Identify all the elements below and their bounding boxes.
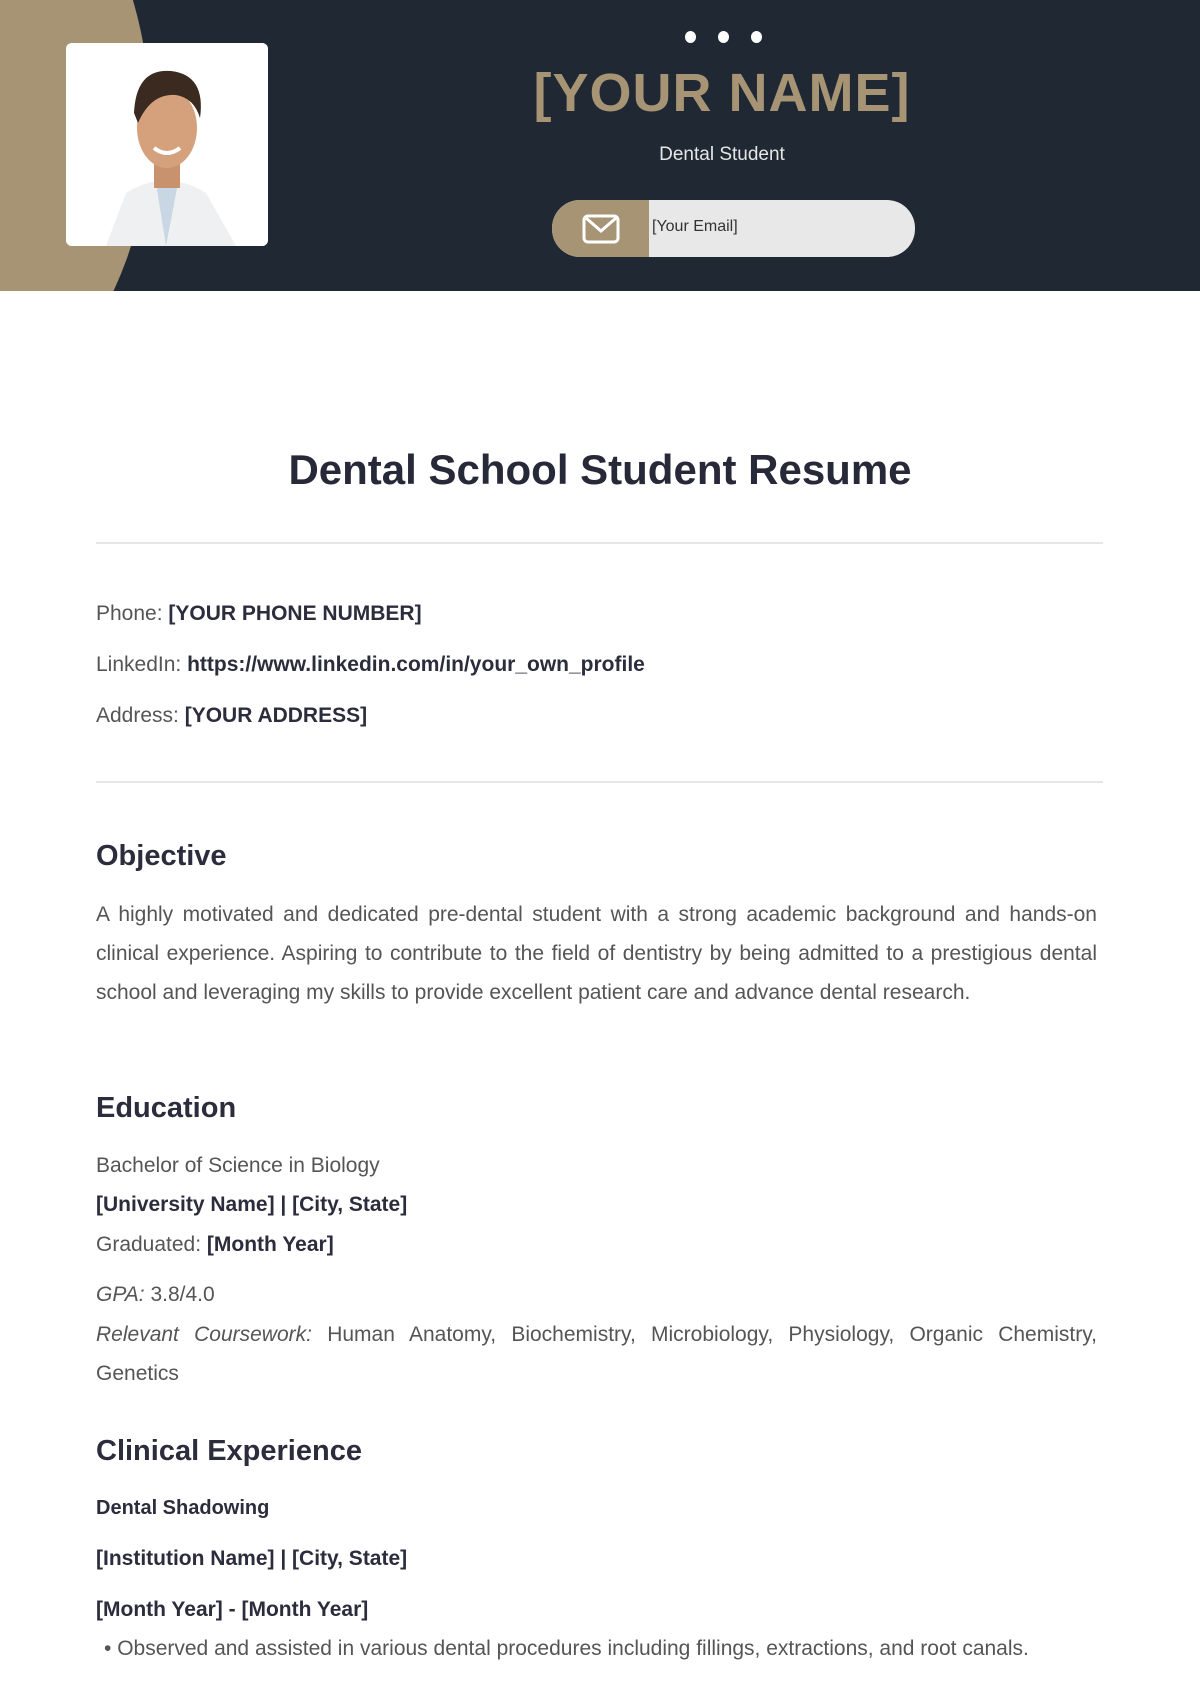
address-label: Address:	[96, 704, 185, 727]
email-pill[interactable]	[552, 200, 915, 257]
coursework-label: Relevant Coursework:	[96, 1323, 312, 1346]
phone-label: Phone:	[96, 602, 169, 625]
linkedin-label: LinkedIn:	[96, 653, 188, 676]
divider	[96, 781, 1103, 783]
clinical-role: Dental Shadowing	[96, 1497, 270, 1519]
coursework-value: Human Anatomy, Biochemistry, Microbiology, Physiology, Organic Chemistry, Genetics	[96, 1323, 1097, 1385]
education-heading: Education	[96, 1092, 237, 1124]
phone-line	[96, 602, 422, 626]
resume-header	[0, 0, 1200, 291]
profile-photo	[66, 43, 268, 246]
applicant-name: [YOUR NAME]	[533, 63, 911, 123]
clinical-institution: [Institution Name] | [City, State]	[96, 1547, 408, 1570]
graduated-label: Graduated:	[96, 1233, 207, 1256]
dots-decoration	[685, 31, 762, 43]
email-text: [Your Email]	[652, 218, 738, 235]
graduated-line	[96, 1233, 334, 1257]
bullet-text: Observed and assisted in various dental procedures including fillings, extractions, and root canals.	[117, 1637, 1029, 1660]
clinical-bullet: • Observed and assisted in various dental procedures including fillings, extractions, and root canals.	[104, 1637, 1029, 1660]
address-line	[96, 704, 367, 728]
university: [University Name] | [City, State]	[96, 1193, 408, 1216]
linkedin-line	[96, 653, 645, 677]
objective-text: A highly motivated and dedicated pre-dental student with a strong academic background and hands-on clinical experience. Aspiring to contribute to the field of dentistry by being admitted to a prestigious dental school and leveraging my skills to provide excellent patient care and advance dental research.	[96, 903, 1097, 1004]
document-title: Dental School Student Resume	[288, 446, 912, 493]
linkedin-link[interactable]: https://www.linkedin.com/in/your_own_profile	[187, 653, 645, 676]
graduated-value: [Month Year]	[206, 1233, 334, 1256]
phone-value: [YOUR PHONE NUMBER]	[168, 602, 422, 625]
degree: Bachelor of Science in Biology	[96, 1154, 380, 1177]
clinical-heading: Clinical Experience	[96, 1435, 362, 1467]
applicant-role: Dental Student	[659, 144, 785, 165]
objective-heading: Objective	[96, 840, 227, 872]
gpa-label: GPA:	[96, 1283, 145, 1306]
clinical-dates: [Month Year] - [Month Year]	[96, 1598, 369, 1621]
address-value: [YOUR ADDRESS]	[184, 704, 368, 727]
divider	[96, 542, 1103, 544]
gpa-value: 3.8/4.0	[144, 1283, 215, 1306]
envelope-icon	[552, 200, 649, 257]
gpa-line	[96, 1283, 215, 1307]
coursework-line	[96, 1315, 1097, 1393]
